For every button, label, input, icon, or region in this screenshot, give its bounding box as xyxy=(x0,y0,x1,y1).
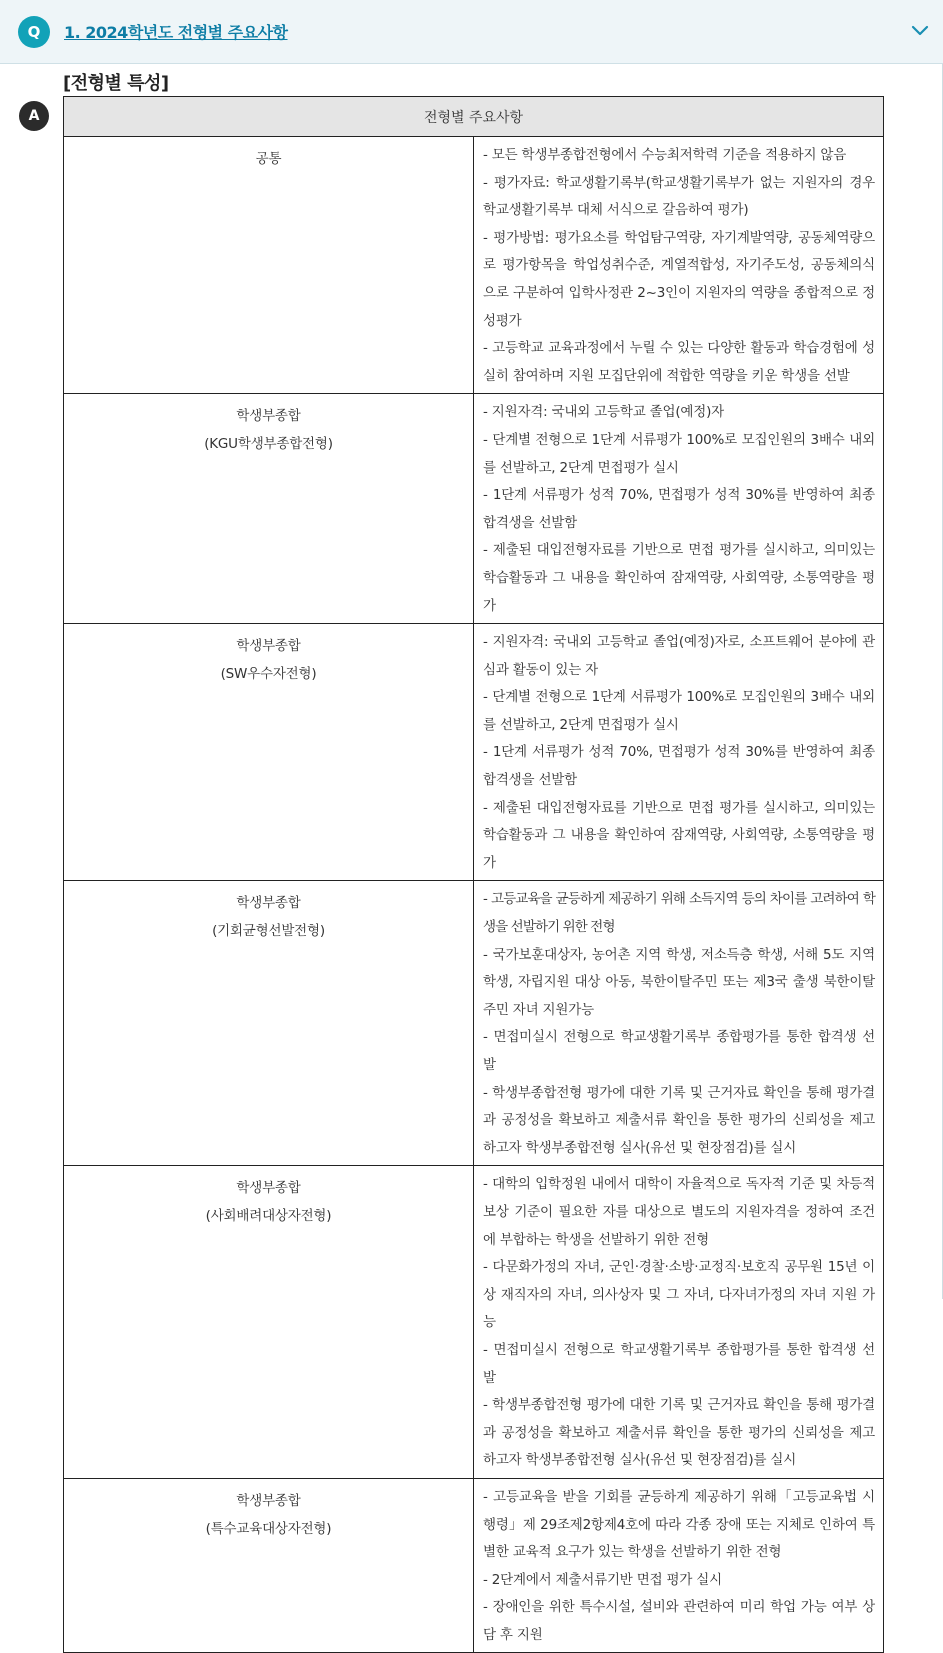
list-item: - 고등교육을 받을 기회를 균등하게 제공하기 위해「고등교육법 시행령」제 29조제2항제4호에 따라 각종 장애 또는 지체로 인하여 특별한 교육적 요구가 있는 학생을 선발하기 위한 전형 xyxy=(483,1488,875,1561)
list-item: - 지원자격: 국내외 고등학교 졸업(예정)자 xyxy=(483,404,724,421)
list-item: - 고등교육을 균등하게 제공하기 위해 소득지역 등의 차이를 고려하여 학생을 선발하기 위한 전형 xyxy=(483,891,875,936)
list-item: - 단계별 전형으로 1단계 서류평가 100%로 모집인원의 3배수 내외를 선발하고, 2단계 면접평가 실시 xyxy=(483,431,875,476)
table-row xyxy=(64,394,884,624)
table-header: 전형별 주요사항 xyxy=(64,97,884,137)
type-cell xyxy=(64,1478,474,1653)
table-row xyxy=(64,1478,884,1653)
type-name: 공통 xyxy=(255,151,282,167)
list-item: - 다문화가정의 자녀, 군인·경찰·소방·교정직·보호직 공무원 15년 이상 재직자의 자녀, 의사상자 및 그 자녀, 다자녀가정의 자녀 지원 가능 xyxy=(483,1259,875,1331)
list-item: - 단계별 전형으로 1단계 서류평가 100%로 모집인원의 3배수 내외를 선발하고, 2단계 면접평가 실시 xyxy=(483,689,875,733)
list-item: - 학생부종합전형 평가에 대한 기록 및 근거자료 확인을 통해 평가결과 공정성을 확보하고 제출서류 확인을 통한 평가의 신뢰성을 제고하고자 학생부종합전형 실사(유선 및 현장점검)를 실시 xyxy=(483,1084,875,1156)
question-title[interactable]: 1. 2024학년도 전형별 주요사항 xyxy=(64,23,288,42)
type-cell xyxy=(64,881,474,1166)
list-item: - 국가보훈대상자, 농어촌 지역 학생, 저소득층 학생, 서해 5도 지역 학생, 자립지원 대상 아동, 북한이탈주민 또는 제3국 출생 북한이탈주민 자녀 지원가능 xyxy=(483,946,875,1018)
type-name: 학생부종합 xyxy=(236,895,301,912)
list-item: - 고등학교 교육과정에서 누릴 수 있는 다양한 활동과 학습경험에 성실히 참여하며 지원 모집단위에 적합한 역량을 키운 학생을 선발 xyxy=(483,340,875,384)
table-row xyxy=(64,624,884,881)
type-subname: (기회균형선발전형) xyxy=(212,923,325,940)
list-item: - 장애인을 위한 특수시설, 설비와 관련하여 미리 학업 가능 여부 상담 후 지원 xyxy=(483,1599,875,1643)
table-row xyxy=(64,881,884,1166)
answer-panel xyxy=(0,64,943,1643)
type-name: 학생부종합 xyxy=(236,1180,301,1197)
list-item: - 1단계 서류평가 성적 70%, 면접평가 성적 30%를 반영하여 최종합격생을 선발함 xyxy=(483,744,875,789)
admission-type-table xyxy=(63,96,884,1653)
type-subname: (KGU학생부종합전형) xyxy=(204,436,333,453)
description-cell xyxy=(474,1478,884,1653)
type-subname: (SW우수자전형) xyxy=(220,666,317,683)
list-item: - 평가방법: 평가요소를 학업탐구역량, 자기계발역량, 공동체역량으로 평가항목을 학업성취수준, 계열적합성, 자기주도성, 공동체의식으로 구분하여 입학사정관 2~3인이 지원자의 역량을 종합적으로 정성평가 xyxy=(483,229,875,329)
question-header[interactable] xyxy=(0,0,943,64)
list-item: - 모든 학생부종합전형에서 수능최저학력 기준을 적용하지 않음 xyxy=(483,147,847,163)
list-item: - 면접미실시 전형으로 학교생활기록부 종합평가를 통한 합격생 선발 xyxy=(483,1341,875,1386)
type-name: 학생부종합 xyxy=(236,408,301,425)
table-row xyxy=(64,137,884,394)
list-item: - 1단계 서류평가 성적 70%, 면접평가 성적 30%를 반영하여 최종합격생을 선발함 xyxy=(483,487,875,531)
description-cell xyxy=(474,394,884,624)
list-item: - 대학의 입학정원 내에서 대학이 자율적으로 독자적 기준 및 차등적 보상 기준이 필요한 자를 대상으로 별도의 지원자격을 정하여 조건에 부합하는 학생을 선발하기 위한 전형 xyxy=(483,1176,875,1248)
description-cell xyxy=(474,624,884,881)
type-subname: (사회배려대상자전형) xyxy=(205,1208,332,1225)
type-cell xyxy=(64,1166,474,1479)
type-cell xyxy=(64,137,474,394)
answer-badge: A xyxy=(19,101,49,131)
section-title: [전형별 특성] xyxy=(63,73,169,94)
description-cell xyxy=(474,881,884,1166)
list-item: - 제출된 대입전형자료를 기반으로 면접 평가를 실시하고, 의미있는 학습활동과 그 내용을 확인하여 잠재역량, 사회역량, 소통역량을 평가 xyxy=(483,542,875,614)
list-item: - 평가자료: 학교생활기록부(학교생활기록부가 없는 지원자의 경우 학교생활기록부 대체 서식으로 갈음하여 평가) xyxy=(483,174,875,219)
type-cell xyxy=(64,394,474,624)
description-cell xyxy=(474,1166,884,1479)
table-row xyxy=(64,1166,884,1479)
list-item: - 학생부종합전형 평가에 대한 기록 및 근거자료 확인을 통해 평가결과 공정성을 확보하고 제출서류 확인을 통한 평가의 신뢰성을 제고하고자 학생부종합전형 실사(유선 및 현장점검)를 실시 xyxy=(483,1397,875,1469)
table-header-row xyxy=(64,97,884,137)
question-badge: Q xyxy=(18,16,50,48)
list-item: - 면접미실시 전형으로 학교생활기록부 종합평가를 통한 합격생 선발 xyxy=(483,1029,875,1073)
list-item: - 2단계에서 제출서류기반 면접 평가 실시 xyxy=(483,1571,722,1588)
type-subname: (특수교육대상자전형) xyxy=(205,1520,332,1537)
type-cell xyxy=(64,624,474,881)
chevron-down-icon[interactable] xyxy=(911,22,929,40)
list-item: - 제출된 대입전형자료를 기반으로 면접 평가를 실시하고, 의미있는 학습활동과 그 내용을 확인하여 잠재역량, 사회역량, 소통역량을 평가 xyxy=(483,799,875,871)
type-name: 학생부종합 xyxy=(236,638,301,655)
type-name: 학생부종합 xyxy=(236,1492,301,1509)
description-cell xyxy=(474,137,884,394)
list-item: - 지원자격: 국내외 고등학교 졸업(예정)자로, 소프트웨어 분야에 관심과 활동이 있는 자 xyxy=(483,634,875,678)
